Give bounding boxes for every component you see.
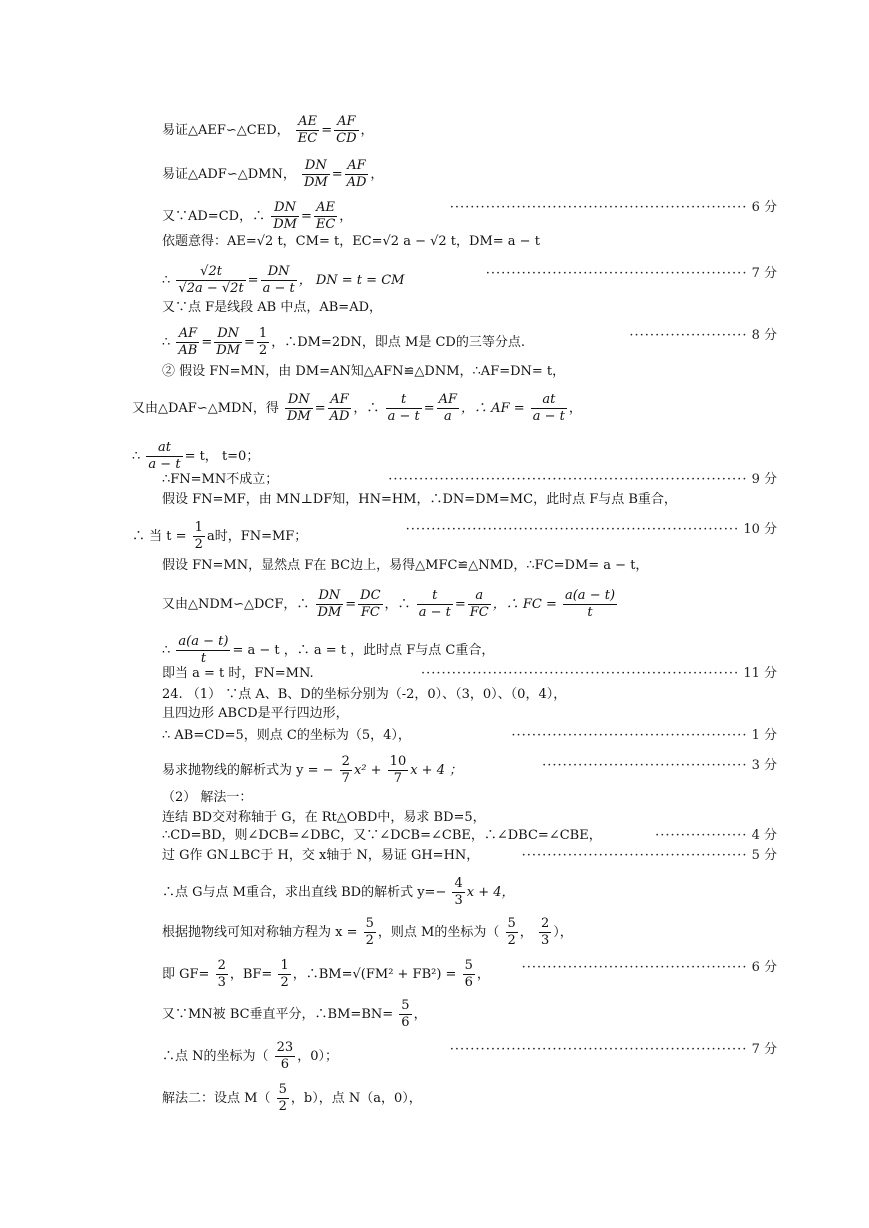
step-line-17: 即当 a = t 时，FN=MN. bbox=[162, 666, 314, 681]
step-line-27: 根据抛物线可知对称轴方程为 x = $\frac{5}{2}$ ，则点 M的坐标为（ $\frac{5}{2}$ ， $\frac{2}{3}$ ）， bbox=[162, 916, 573, 948]
score-leader-10: ································································· 10 分 bbox=[405, 522, 777, 537]
step-line-28: 即 GF= $\frac{2}{3}$ ，BF= $\frac{1}{2}$ ，∴BM=√(FM² + FB²) = $\frac{5}{6}$ ， bbox=[162, 958, 490, 990]
score-leader-3: ········································ 3 分 bbox=[542, 758, 777, 773]
score-leader-7: ··················································· 7 分 bbox=[485, 266, 777, 281]
step-line-29: 又∵MN被 BC垂直平分，∴BM=BN= $\frac{5}{6}$ ， bbox=[162, 998, 427, 1030]
step-line-1: 易证△AEF∽△CED， $\frac{AE}{EC}$ = $\frac{AF}{CD}$ ， bbox=[162, 114, 374, 146]
step-line-8: ② 假设 FN=MN，由 DM=AN知△AFN≌△DNM，∴AF=DN= t， bbox=[162, 364, 566, 379]
step-line-15: 又由△NDM∽△DCF，∴ $\frac{DN}{DM}$ = $\frac{DC}{FC}$ ，∴ $\frac{t}{a - t}$ = $\frac{a}{FC}$ ，∴ FC = $\frac{a(a - t)}{t}$ bbox=[162, 588, 616, 620]
step-line-10: ∴ $\frac{at}{a - t}$ = t， t=0； bbox=[132, 440, 260, 472]
score-leader-4: ·················· 4 分 bbox=[655, 828, 777, 843]
step-line-31: 解法二：设点 M（ $\frac{5}{2}$ ，b），点 N（a，0）， bbox=[162, 1082, 422, 1114]
step-line-26: ∴点 G与点 M重合，求出直线 BD的解析式 y=− $\frac{4}{3}$ x + 4， bbox=[162, 876, 515, 908]
step-line-3: 又∵AD=CD，∴ $\frac{DN}{DM}$ = $\frac{AE}{EC}$ ， bbox=[162, 200, 353, 232]
step-line-7: ∴ $\frac{AF}{AB}$ = $\frac{DN}{DM}$ = $\frac{1}{2}$ ，∴DM=2DN，即点 M是 CD的三等分点. bbox=[162, 326, 525, 358]
step-line-14: 假设 FN=MN，显然点 F在 BC边上，易得△MFC≌△NMD，∴FC=DM= a − t， bbox=[162, 558, 649, 573]
step-line-9: 又由△DAF∽△MDN，得 $\frac{DN}{DM}$ = $\frac{AF}{AD}$ ，∴ $\frac{t}{a - t}$ = $\frac{AF}{a}$ ，∴ AF = $\frac{at}{a - t}$ ， bbox=[132, 392, 582, 424]
step-line-12: 假设 FN=MF，由 MN⊥DF知，HN=HM，∴DN=DM=MC，此时点 F与点 B重合， bbox=[162, 492, 677, 507]
step-line-25: 过 G作 GN⊥BC于 H，交 x轴于 N，易证 GH=HN， bbox=[162, 848, 480, 863]
score-leader-5: ············································ 5 分 bbox=[521, 848, 777, 863]
step-line-11: ∴FN=MN不成立； bbox=[162, 472, 279, 487]
score-leader-8: ······················· 8 分 bbox=[629, 328, 777, 343]
score-leader-6: ·························································· 6 分 bbox=[449, 200, 777, 215]
step-line-30: ∴点 N的坐标为（ $\frac{23}{6}$ ，0）； bbox=[162, 1040, 338, 1072]
score-leader-6b: ············································ 6 分 bbox=[521, 960, 777, 975]
step-line-4: 依题意得：AE=√2 t，CM= t，EC=√2 a − √2 t，DM= a − t bbox=[162, 234, 540, 249]
step-line-23: 连结 BD交对称轴于 G，在 Rt△OBD中，易求 BD=5， bbox=[162, 810, 486, 825]
step-line-24: ∴CD=BD，则∠DCB=∠DBC，又∵∠DCB=∠CBE，∴∠DBC=∠CBE， bbox=[162, 828, 602, 843]
step-line-21: 易求抛物线的解析式为 y = − $\frac{2}{7}$ x² + $\frac{10}{7}$ x + 4 ； bbox=[162, 754, 463, 786]
step-line-18: 24. （1） ∵点 A、B、D的坐标分别为（-2，0）、（3，0）、（0，4）， bbox=[162, 687, 567, 702]
step-line-16: ∴ $\frac{a(a - t)}{t}$ = a − t ，∴ a = t ，此时点 F与点 C重合， bbox=[162, 634, 495, 666]
score-leader-9: ······································································ 9 分 bbox=[388, 472, 777, 487]
score-leader-11: ······························································ 11 分 bbox=[420, 666, 777, 681]
step-line-5: ∴ $\frac{√2t}{√2a - √2t}$ = $\frac{DN}{a - t}$ ， DN = t = CM bbox=[162, 264, 405, 296]
step-line-22: （2） 解法一： bbox=[162, 790, 253, 805]
step-line-6: 又∵点 F是线段 AB 中点，AB=AD， bbox=[162, 300, 383, 315]
step-line-19: 且四边形 ABCD是平行四边形， bbox=[162, 706, 349, 721]
step-line-2: 易证△ADF∽△DMN， $\frac{DN}{DM}$ = $\frac{AF}{AD}$ ， bbox=[162, 158, 384, 190]
score-leader-1: ·············································· 1 分 bbox=[511, 728, 777, 743]
step-line-20: ∴ AB=CD=5，则点 C的坐标为（5，4）， bbox=[162, 728, 411, 743]
step-line-13: ∴ 当 t = $\frac{1}{2}$ a时，FN=MF； bbox=[132, 520, 308, 552]
score-leader-7b: ·························································· 7 分 bbox=[449, 1042, 777, 1057]
